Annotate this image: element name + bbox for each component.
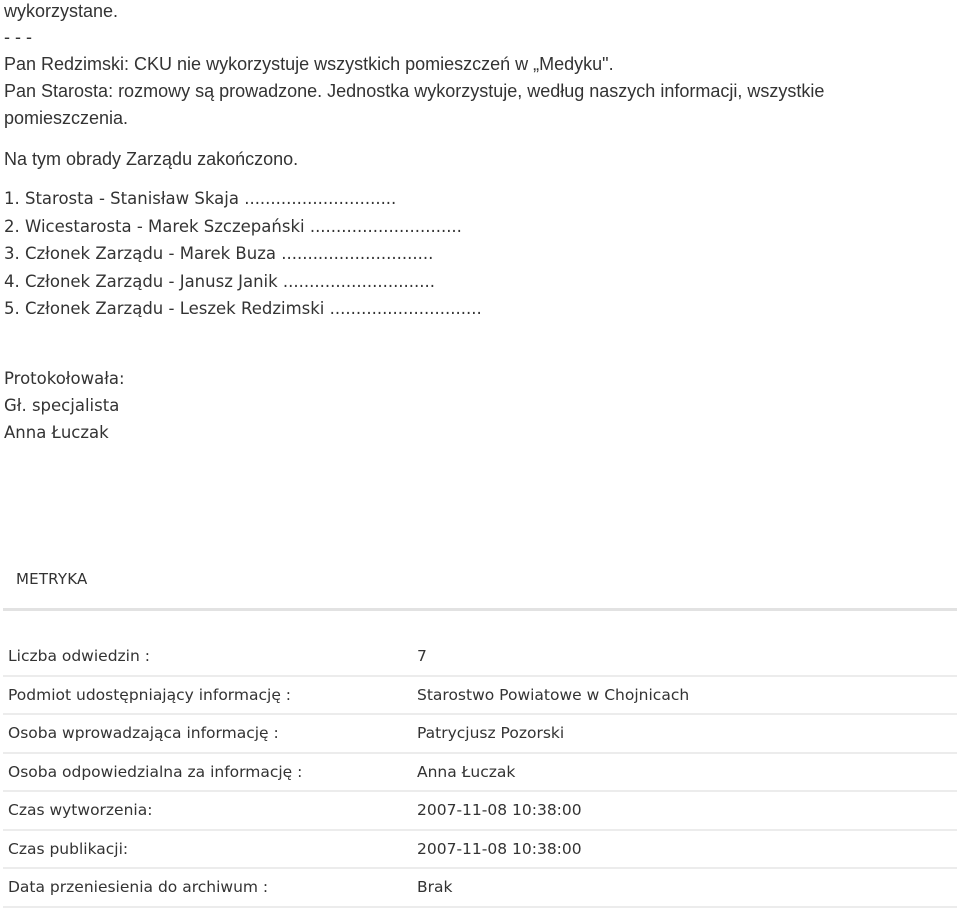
body-line: wykorzystane. [4,1,119,21]
metryka-value: 7 [417,647,427,665]
metryka-row [3,869,957,908]
signature-line: 1. Starosta - Stanisław Skaja ............................. [4,189,397,208]
metryka-divider [3,608,957,611]
closing-line: Na tym obrady Zarządu zakończono. [4,149,299,169]
metryka-row [3,715,957,754]
metryka-label: Podmiot udostępniający informację : [8,685,292,704]
metryka-row [3,831,957,870]
signature-line: 4. Członek Zarządu - Janusz Janik ............................. [4,272,436,291]
separator-line: - - - [4,27,32,47]
metryka-label: Czas wytworzenia: [8,801,153,819]
metryka-value: Brak [417,878,453,896]
metryka-label: Osoba odpowiedzialna za informację : [8,762,303,781]
metryka-value: 2007-11-08 10:38:00 [417,801,582,819]
protocol-position: Gł. specjalista [4,396,120,415]
metryka-heading: METRYKA [16,570,88,588]
metryka-label: Liczba odwiedzin : [8,647,150,665]
metryka-row [3,754,957,793]
metryka-value: Anna Łuczak [417,762,516,781]
metryka-label: Osoba wprowadzająca informację : [8,724,279,742]
metryka-value: Starostwo Powiatowe w Chojnicach [417,685,690,704]
body-line: Pan Starosta: rozmowy są prowadzone. Jednostka wykorzystuje, według naszych informacji, wszystkie [4,81,825,101]
metryka-table [3,638,957,908]
signature-line: 5. Członek Zarządu - Leszek Redzimski ............................. [4,299,482,318]
metryka-value: 2007-11-08 10:38:00 [417,839,582,858]
protocol-author: Anna Łuczak [4,423,109,442]
body-line: Pan Redzimski: CKU nie wykorzystuje wszystkich pomieszczeń w „Medyku". [4,54,614,74]
signature-line: 2. Wicestarosta - Marek Szczepański ............................. [4,217,462,236]
metryka-label: Czas publikacji: [8,839,129,858]
metryka-label: Data przeniesienia do archiwum : [8,878,269,896]
signature-line: 3. Członek Zarządu - Marek Buza ............................. [4,244,434,263]
metryka-row [3,677,957,716]
metryka-row [3,792,957,831]
protocol-label: Protokołowała: [4,369,125,388]
metryka-value: Patrycjusz Pozorski [417,724,565,742]
metryka-row [3,638,957,677]
body-line: pomieszczenia. [4,108,129,128]
